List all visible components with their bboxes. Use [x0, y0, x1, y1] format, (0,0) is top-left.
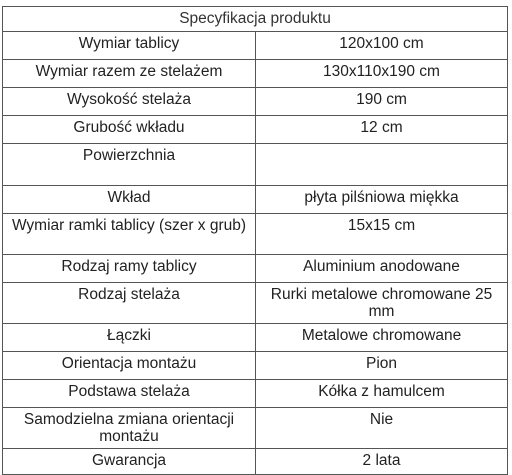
table-row: [3, 214, 508, 255]
table-row: [3, 324, 508, 352]
spec-label: Wysokość stelaża: [3, 88, 256, 116]
spec-label: Rodzaj stelaża: [3, 283, 256, 324]
table-row: [3, 116, 508, 144]
spec-value: 2 lata: [256, 449, 508, 475]
specification-table: [2, 6, 508, 475]
spec-value: Pion: [256, 352, 508, 380]
spec-value: Nie: [256, 408, 508, 449]
spec-value: 190 cm: [256, 88, 508, 116]
spec-value: 130x110x190 cm: [256, 60, 508, 88]
spec-label: Wymiar tablicy: [3, 32, 256, 60]
table-row: [3, 186, 508, 214]
spec-label: Orientacja montażu: [3, 352, 256, 380]
table-row: [3, 60, 508, 88]
table-title: Specyfikacja produktu: [3, 7, 508, 32]
table-row: [3, 255, 508, 283]
spec-label: Wymiar razem ze stelażem: [3, 60, 256, 88]
spec-label: Łączki: [3, 324, 256, 352]
table-header-row: [3, 7, 508, 32]
spec-value: Aluminium anodowane: [256, 255, 508, 283]
spec-value: Metalowe chromowane: [256, 324, 508, 352]
spec-value: Rurki metalowe chromowane 25 mm: [256, 283, 508, 324]
table-row: [3, 449, 508, 475]
spec-label: Grubość wkładu: [3, 116, 256, 144]
spec-value: płyta pilśniowa miękka: [256, 186, 508, 214]
spec-value: 120x100 cm: [256, 32, 508, 60]
spec-value: 12 cm: [256, 116, 508, 144]
spec-label: Podstawa stelaża: [3, 380, 256, 408]
spec-value: 15x15 cm: [256, 214, 508, 255]
spec-label: Powierzchnia: [3, 144, 256, 186]
spec-label: Wkład: [3, 186, 256, 214]
spec-value: Kółka z hamulcem: [256, 380, 508, 408]
table-row: [3, 352, 508, 380]
spec-label: Samodzielna zmiana orientacji montażu: [3, 408, 256, 449]
table-row: [3, 88, 508, 116]
table-row: [3, 283, 508, 324]
table-row: [3, 32, 508, 60]
table-row: [3, 380, 508, 408]
spec-label: Gwarancja: [3, 449, 256, 475]
spec-value: [256, 144, 508, 186]
table-row: [3, 144, 508, 186]
spec-label: Wymiar ramki tablicy (szer x grub): [3, 214, 256, 255]
spec-label: Rodzaj ramy tablicy: [3, 255, 256, 283]
table-row: [3, 408, 508, 449]
